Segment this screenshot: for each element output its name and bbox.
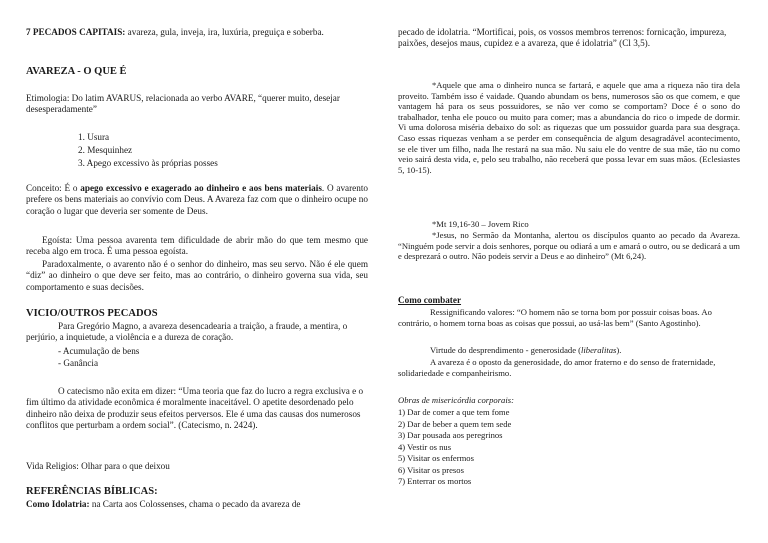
list-item: 3) Dar pousada aos peregrinos (398, 430, 503, 440)
list-item: 1. Usura (78, 132, 110, 142)
heading-referencias: REFERÊNCIAS BÍBLICAS: (26, 486, 158, 497)
jesus-sermon: *Jesus, no Sermão da Montanha, alertou os discípulos quanto ao pecado da Avareza. “Ninguém pode servir a dois senhores, porque ou odiará a um e amará o outro, ou se dedicará a um e desprezará o outro. Não podeis servir a Deus e ao dinheiro” (Mt 6,24). (398, 230, 740, 262)
obras-list (398, 407, 511, 488)
list-item: 5) Visitar os enfermos (398, 453, 474, 463)
heading-vicio: VICIO/OUTROS PECADOS (26, 308, 158, 319)
heading-avareza: AVAREZA - O QUE É (26, 66, 127, 77)
intro-line (26, 27, 368, 38)
gregorio: Para Gregório Magno, a avareza desencadearia a traição, a fraude, a mentira, o perjúrio, a inquietude, a violência e a dureza de coração. (26, 321, 348, 343)
egoista: Egoísta: Uma pessoa avarenta tem dificuldade de abrir mão do que tem mesmo que receba algo em troca. É uma pessoa egoísta. (26, 235, 368, 257)
idolatria-label: Como Idolatria: (26, 499, 90, 509)
list-item: 6) Visitar os presos (398, 464, 464, 475)
conceito-text: . O avarento prefere os bens materiais ao convívio com Deus. A Avareza faz com que o dinheiro ocupe no coração o lugar que deveria ser somente de Deus. (26, 183, 369, 216)
list-item: 3. Apego excessivo às próprias posses (78, 158, 218, 168)
types-list (78, 131, 218, 170)
virtude-italic: liberalitas (581, 345, 617, 355)
conceito (26, 183, 368, 217)
list-item: 2) Dar de beber a quem tem sede (398, 418, 512, 429)
list-item: 2. Mesquinhez (78, 145, 133, 155)
ressignificando: Ressignificando valores: “O homem não se torna bom por possuir coisas boas. Ao contrário, o homem torna boas as coisas que possui, ao usá-las bem” (Santo Agostinho). (398, 307, 712, 328)
continuation: pecado de idolatria. “Mortificai, pois, os vossos membros terrenos: fornicação, impureza, paixões, desejos maus, cupidez e a avareza, que é idolatria” (Cl 3,5). (398, 27, 727, 49)
paradox: Paradoxalmente, o avarento não é o senhor do dinheiro, mas seu servo. Não é ele quem “diz” ao dinheiro o que deve ser feito, mas ao contrário, o dinheiro governa sua vida, seu comportamento e suas decisões. (26, 259, 368, 292)
eclesiastes: *Aquele que ama o dinheiro nunca se fartará, e aquele que ama a riqueza não tira dela proveito. Também isso é vaidade. Quando abundam os bens, numerosos são os que comem, e que vantagem há para os seus possuidores, se não ver como se comportam? Doce é o sono do trabalhador, tenha ele pouco ou muito para comer; mas a abundancia do rico o impede de dormir. Vi uma dolorosa miséria debaixo do sol: as riquezas que um possuidor guarda para sua desgraça. Caso essas riquezas venham a se perder em consequência de algum desagradável acontecimento, se ele tiver um filho, nada lhe restará na sua mão. Nu saiu ele do ventre de sua mãe, tão nu como veio sairá desta vida, e, pelo seu trabalho, não receberá que possa levar em suas mãos. (Eclesiastes 5, 10-15). (398, 80, 740, 175)
mt19: *Mt 19,16-30 – Jovem Rico (432, 219, 529, 229)
list-item: 7) Enterrar os mortos (398, 476, 472, 486)
virtude-close: ). (616, 345, 622, 355)
vida-religiosa: Vida Religios: Olhar para o que deixou (26, 461, 170, 471)
virtude-text: Virtude do desprendimento - generosidade ( (430, 345, 582, 355)
heading-combater: Como combater (398, 295, 462, 305)
conceito-label: Conceito: É o (26, 183, 81, 193)
etimologia: Etimologia: Do latim AVARUS, relacionada ao verbo AVARE, “querer muito, desejar desesperadamente” (26, 93, 340, 115)
conceito-bold: apego excessivo e exagerado ao dinheiro e aos bens materiais (80, 183, 322, 193)
obras-title: Obras de misericórdia corporais: (398, 395, 514, 405)
list-item: 4) Vestir os nus (398, 441, 452, 452)
list-item: 1) Dar de comer a que tem fome (398, 407, 510, 417)
idolatria (26, 499, 368, 510)
oposto: A avareza é o oposto da generosidade, do amor fraterno e do senso de fraternidade, solidariedade e companheirismo. (398, 357, 716, 378)
acumulacao: - Acumulação de bens (58, 346, 140, 356)
catecismo: O catecismo não exita em dizer: “Uma teoria que faz do lucro a regra exclusiva e o fim último da atividade econômica é moralmente inaceitável. O apetite desordenado pelo dinheiro não deixa de produzir seus efeitos perversos. Ele é uma das causas dos numerosos conflitos que perturbam a ordem social”. (Catecismo, n. 2424). (26, 386, 364, 431)
intro-title: 7 PECADOS CAPITAIS: (26, 27, 126, 37)
ganancia: - Ganância (58, 358, 99, 368)
intro-text: avareza, gula, inveja, ira, luxúria, preguiça e soberba. (125, 27, 324, 37)
idolatria-text: na Carta aos Colossenses, chama o pecado da avareza de (89, 499, 301, 509)
virtude (430, 345, 621, 356)
